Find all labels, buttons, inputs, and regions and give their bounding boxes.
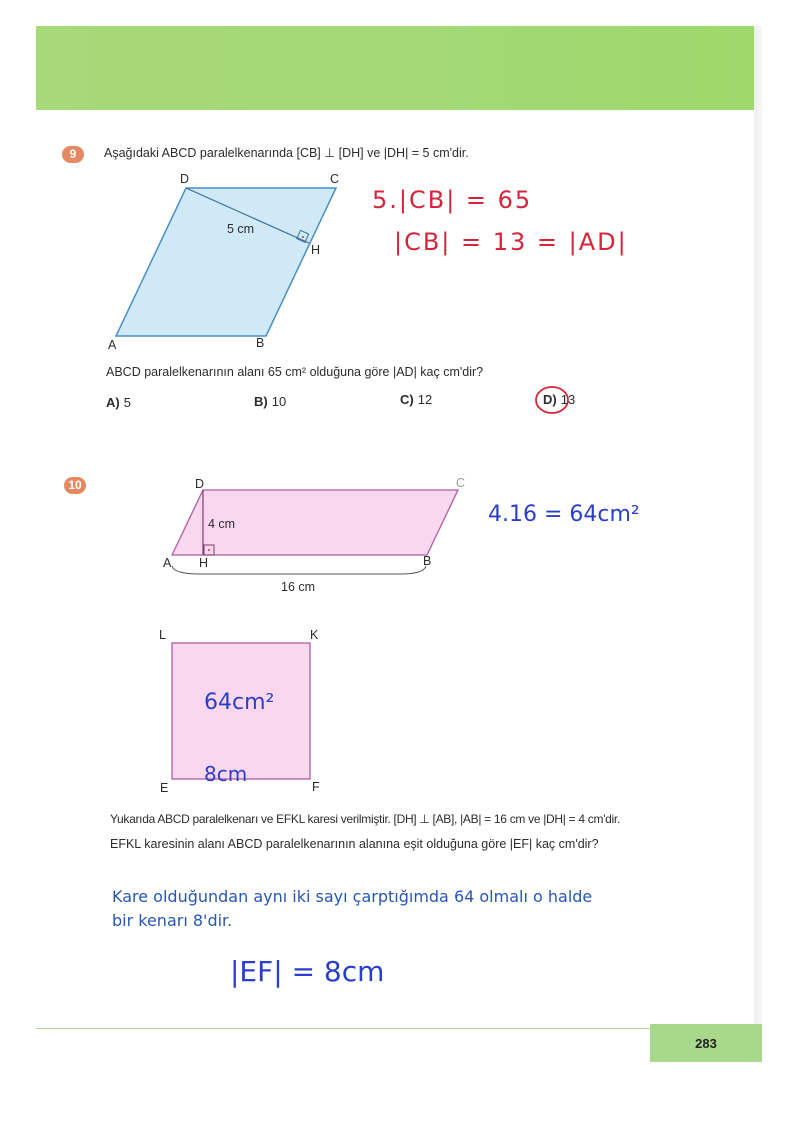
q9-label-a: A [108,338,117,352]
q9-label-c: C [330,172,340,186]
q9-option-c[interactable] [400,392,432,407]
option-letter: D) [543,392,557,407]
q9-option-b[interactable] [254,394,286,409]
square-area-handwriting: 64cm² [204,690,275,715]
square-side-handwriting: 8cm [204,762,248,786]
question-10-statement: Yukarıda ABCD paralelkenarı ve EFKL karesi verilmiştir. [DH] ⊥ [AB], |AB| = 16 cm ve |DH| = 4 cm'dir. [110,812,620,826]
q9-option-a[interactable] [106,395,131,410]
q9-right-angle-dot [302,236,304,238]
q9-handwriting-line1: 5.|CB| = 65 [372,186,533,214]
q9-label-h: H [311,243,321,257]
question-10-badge: 10 [64,477,86,494]
explanation-line2: bir kenarı 8'dir. [112,911,233,930]
q9-label-b: B [256,336,265,350]
option-value: 13 [560,392,576,407]
square-label-e: E [160,781,169,795]
q10-label-d: D [195,477,205,491]
q9-label-d: D [180,172,190,186]
q10-label-c: C [456,476,466,490]
q10-right-angle-dot [208,549,210,551]
option-value: 10 [271,394,287,409]
square-label-l: L [159,628,166,642]
explanation-line1: Kare olduğundan aynı iki sayı çarptığımda 64 olmalı o halde [112,887,593,906]
q10-length-brace [172,566,426,574]
q10-label-dh: 4 cm [208,517,236,531]
question-9-badge: 9 [62,146,84,163]
question-9-text: ABCD paralelkenarının alanı 65 cm² olduğuna göre |AD| kaç cm'dir? [106,365,484,379]
q10-label-b: B [423,554,432,568]
option-value: 12 [417,392,433,407]
q9-handwriting-line2: |CB| = 13 = |AD| [394,228,628,256]
q9-parallelogram [116,188,336,336]
q10-handwriting-area: 4.16 = 64cm² [488,502,640,527]
q10-label-ab: 16 cm [281,580,316,594]
question-10-text: EFKL karesinin alanı ABCD paralelkenarının alanına eşit olduğuna göre |EF| kaç cm'dir? [110,837,599,851]
option-letter: A) [106,395,120,410]
q9-option-d[interactable] [543,392,575,407]
square-label-f: F [312,780,320,794]
option-value: 5 [123,395,131,410]
option-letter: C) [400,392,414,407]
q10-label-a: A [163,556,172,570]
question-9-prompt: Aşağıdaki ABCD paralelkenarında [CB] ⊥ [DH] ve |DH| = 5 cm'dir. [104,146,469,160]
final-answer-handwriting: |EF| = 8cm [230,955,385,988]
footer-line [36,1028,650,1029]
option-letter: B) [254,394,268,409]
q10-label-h: H [199,556,209,570]
page-number: 283 [650,1024,762,1062]
square-label-k: K [310,628,319,642]
q9-label-dh: 5 cm [227,222,255,236]
